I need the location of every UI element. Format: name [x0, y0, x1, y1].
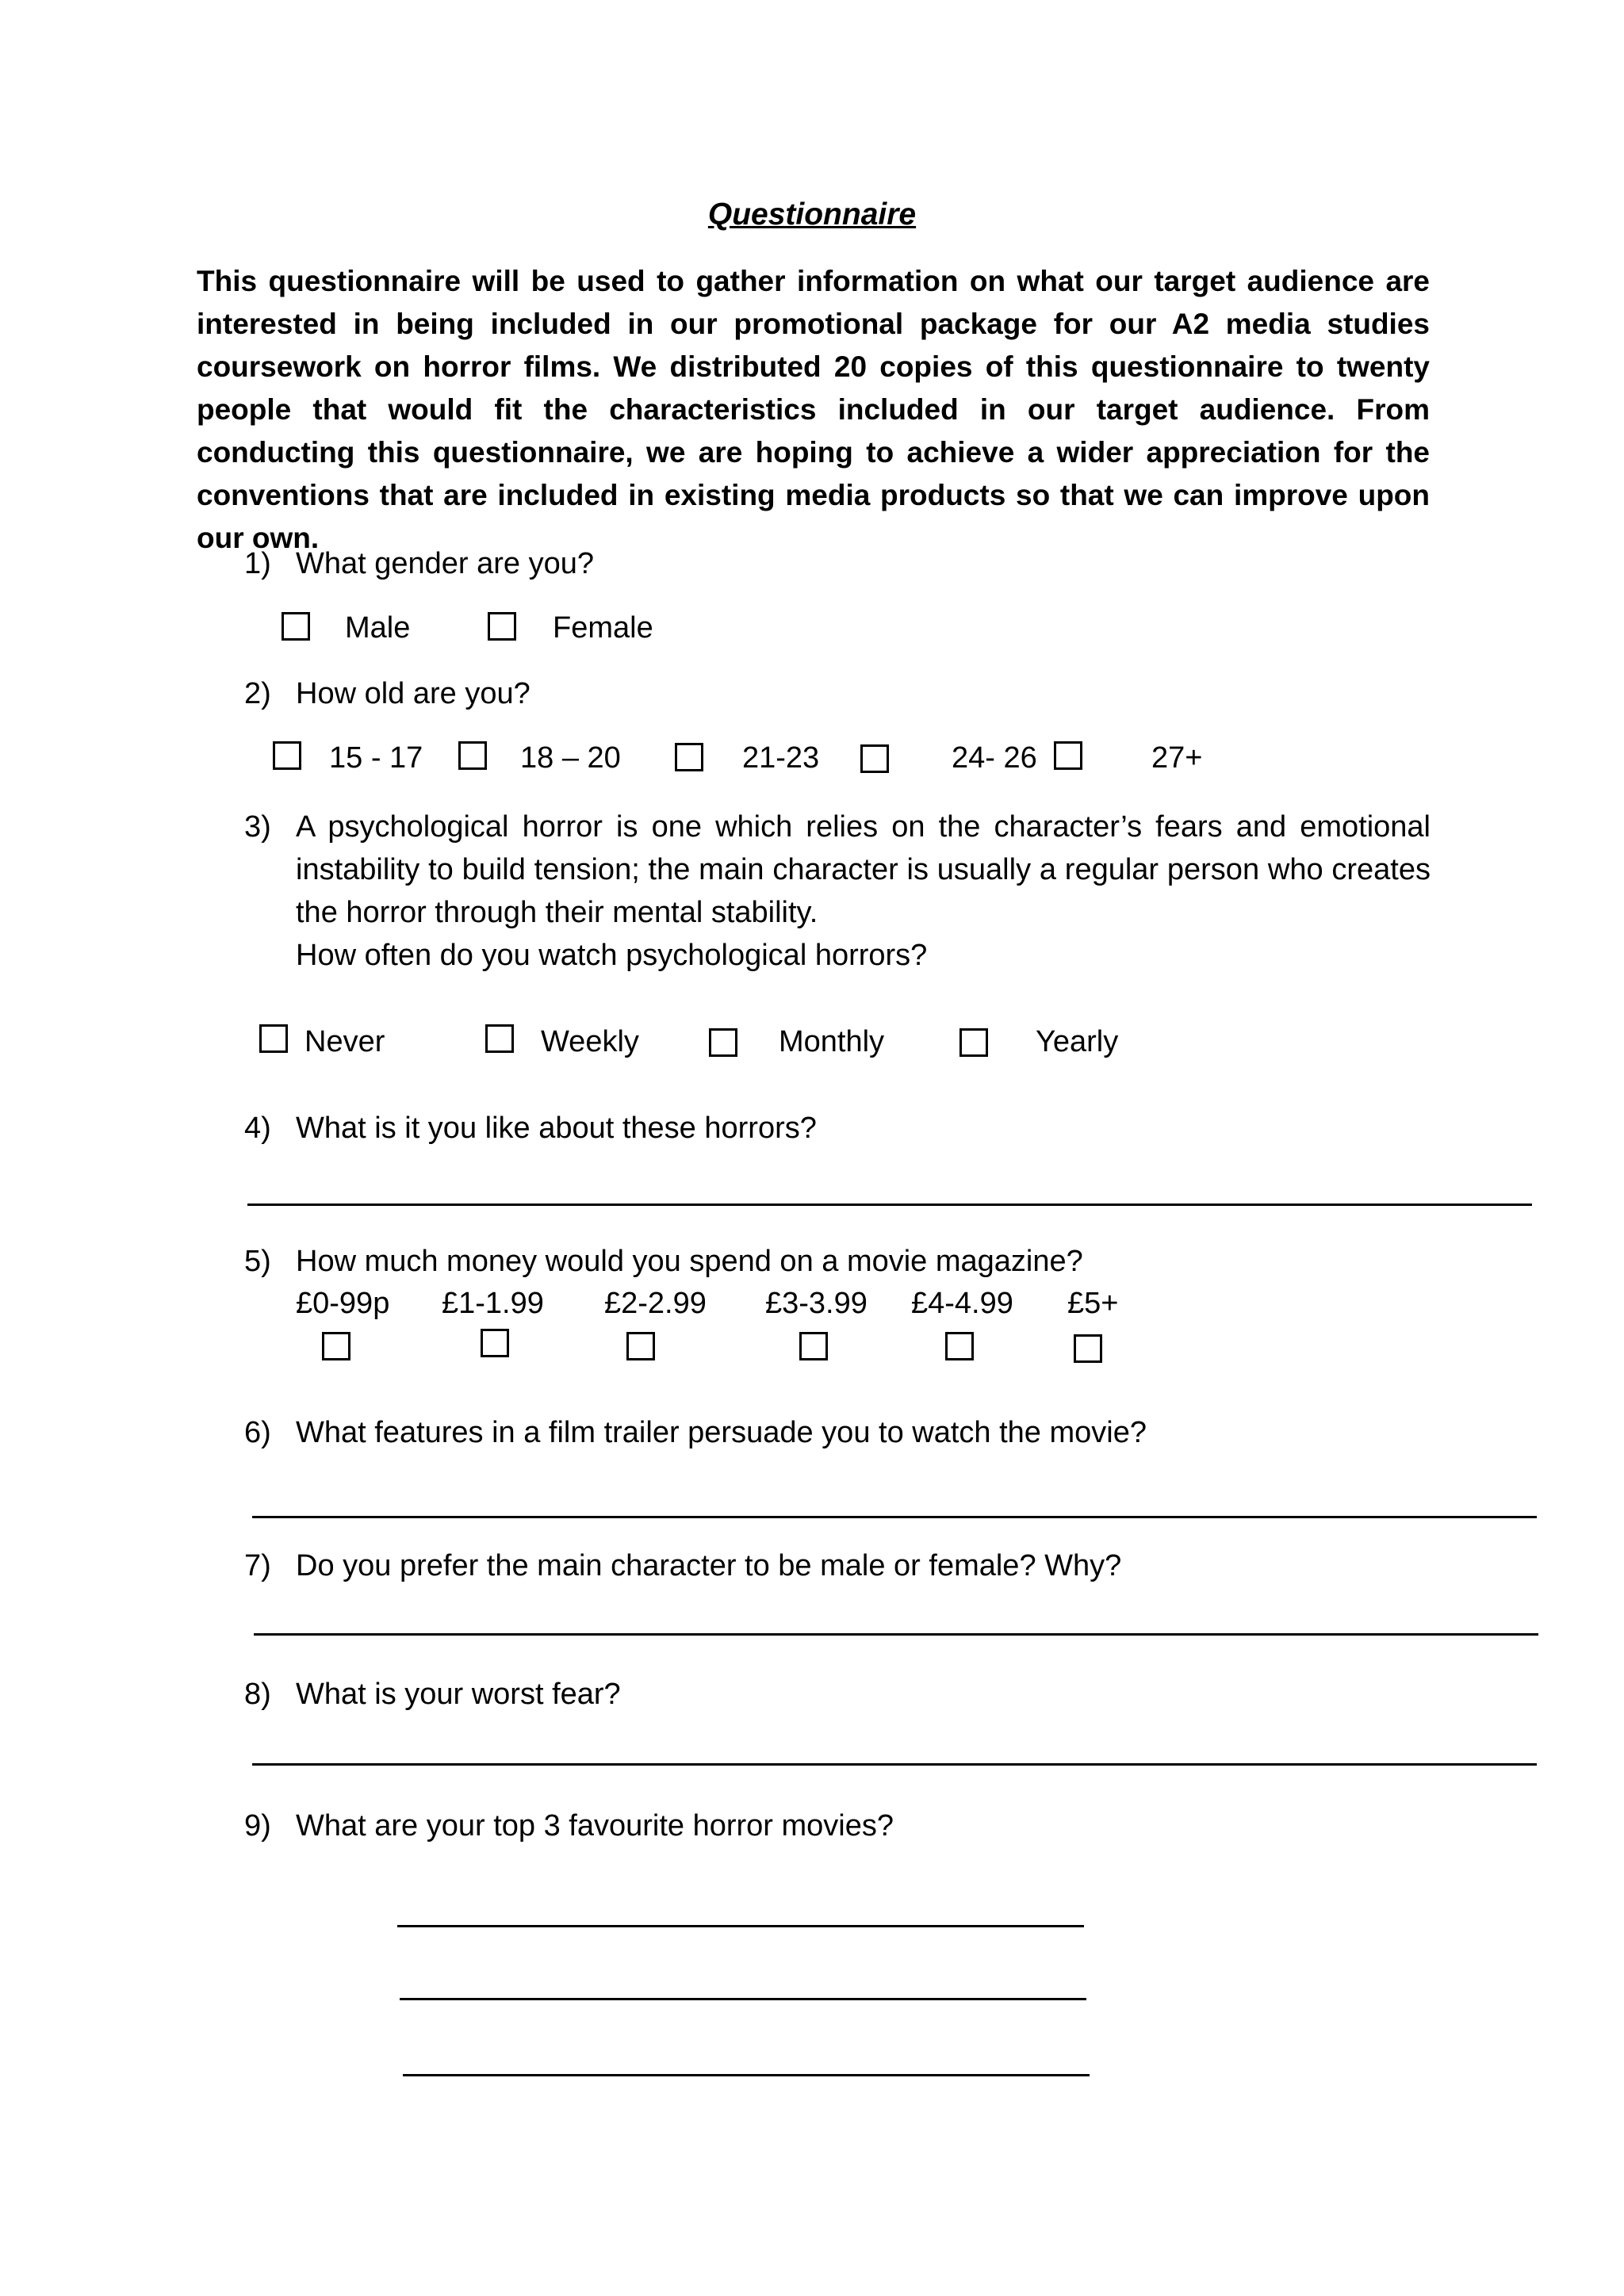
- question-subtext: How often do you watch psychological horrors?: [296, 939, 928, 972]
- question-8: [244, 1673, 1431, 1716]
- question-1: [244, 542, 1431, 585]
- option-age-15-17: 15 - 17: [329, 741, 423, 775]
- option-male: Male: [345, 611, 411, 645]
- question-text: How much money would you spend on a movie magazine?: [296, 1245, 1083, 1278]
- question-text: What is it you like about these horrors?: [296, 1112, 817, 1145]
- question-text: What is your worst fear?: [296, 1678, 621, 1711]
- question-2: [244, 672, 1431, 715]
- question-6: [244, 1411, 1431, 1454]
- option-age-18-20: 18 – 20: [520, 741, 621, 775]
- checkbox-age-15-17[interactable]: [273, 741, 301, 770]
- checkbox-age-24-26[interactable]: [860, 744, 889, 773]
- question-text: [296, 806, 1431, 977]
- option-weekly: Weekly: [541, 1025, 639, 1058]
- question-4: [244, 1107, 1431, 1150]
- checkbox-age-18-20[interactable]: [458, 741, 487, 770]
- checkbox-age-21-23[interactable]: [675, 743, 703, 771]
- answer-line-q9-3[interactable]: [403, 2074, 1090, 2076]
- checkbox-price-4-4-99[interactable]: [945, 1332, 974, 1360]
- option-never: Never: [304, 1025, 385, 1058]
- checkbox-male[interactable]: [282, 612, 310, 641]
- question-number: 6): [244, 1416, 271, 1449]
- option-price-2-2-99: £2-2.99: [604, 1287, 707, 1320]
- question-text: Do you prefer the main character to be male or female? Why?: [296, 1549, 1122, 1582]
- option-price-3-3-99: £3-3.99: [765, 1287, 868, 1320]
- question-number: 9): [244, 1809, 271, 1843]
- question-number: 3): [244, 810, 271, 844]
- page-title: Questionnaire: [707, 197, 917, 232]
- question-7: [244, 1544, 1431, 1587]
- option-age-27-plus: 27+: [1151, 741, 1203, 775]
- checkbox-monthly[interactable]: [709, 1028, 737, 1057]
- answer-line-q9-1[interactable]: [397, 1925, 1084, 1927]
- option-price-4-4-99: £4-4.99: [911, 1287, 1013, 1320]
- option-female: Female: [553, 611, 653, 645]
- checkbox-price-0-99p[interactable]: [322, 1332, 350, 1360]
- answer-line-q9-2[interactable]: [400, 1998, 1086, 2000]
- question-text: What features in a film trailer persuade you to watch the movie?: [296, 1416, 1147, 1449]
- option-age-21-23: 21-23: [742, 741, 820, 775]
- checkbox-price-1-1-99[interactable]: [481, 1329, 509, 1357]
- checkbox-never[interactable]: [259, 1024, 288, 1053]
- question-number: 7): [244, 1549, 271, 1582]
- intro-paragraph: This questionnaire will be used to gather information on what our target audience are interested in being included in our promotional package for our A2 media studies coursework on horror films. We distributed 20 copies of this questionnaire to twenty people that would fit the characteristics included in our target audience. From conducting this questionnaire, we are hoping to achieve a wider appreciation for the conventions that are included in existing media products so that we can improve upon our own.: [197, 265, 1430, 554]
- checkbox-price-5-plus[interactable]: [1074, 1334, 1102, 1363]
- checkbox-yearly[interactable]: [959, 1028, 988, 1057]
- answer-line-q4[interactable]: [247, 1203, 1532, 1206]
- answer-line-q8[interactable]: [252, 1763, 1537, 1766]
- checkbox-price-3-3-99[interactable]: [799, 1332, 828, 1360]
- question-5: [244, 1240, 1431, 1283]
- option-monthly: Monthly: [779, 1025, 885, 1058]
- question-number: 1): [244, 547, 271, 580]
- question-text: What are your top 3 favourite horror movies?: [296, 1809, 894, 1843]
- answer-line-q6[interactable]: [252, 1516, 1537, 1518]
- question-number: 2): [244, 677, 271, 710]
- option-age-24-26: 24- 26: [952, 741, 1037, 775]
- question-number: 8): [244, 1678, 271, 1711]
- question-number: 5): [244, 1245, 271, 1278]
- question-3: [244, 806, 1431, 977]
- question-9: [244, 1804, 1431, 1847]
- question-text: How old are you?: [296, 677, 530, 710]
- answer-line-q7[interactable]: [254, 1633, 1538, 1636]
- question-text: What gender are you?: [296, 547, 595, 580]
- option-price-5-plus: £5+: [1067, 1287, 1119, 1320]
- checkbox-weekly[interactable]: [485, 1024, 514, 1053]
- option-yearly: Yearly: [1036, 1025, 1119, 1058]
- option-price-1-1-99: £1-1.99: [442, 1287, 544, 1320]
- question-number: 4): [244, 1112, 271, 1145]
- checkbox-price-2-2-99[interactable]: [626, 1332, 655, 1360]
- option-price-0-99p: £0-99p: [296, 1287, 390, 1320]
- checkbox-female[interactable]: [488, 612, 516, 641]
- question-description: A psychological horror is one which relies on the character’s fears and emotional instability to build tension; the main character is usually a regular person who creates the horror through their mental stability.: [296, 810, 1431, 929]
- checkbox-age-27-plus[interactable]: [1054, 741, 1082, 770]
